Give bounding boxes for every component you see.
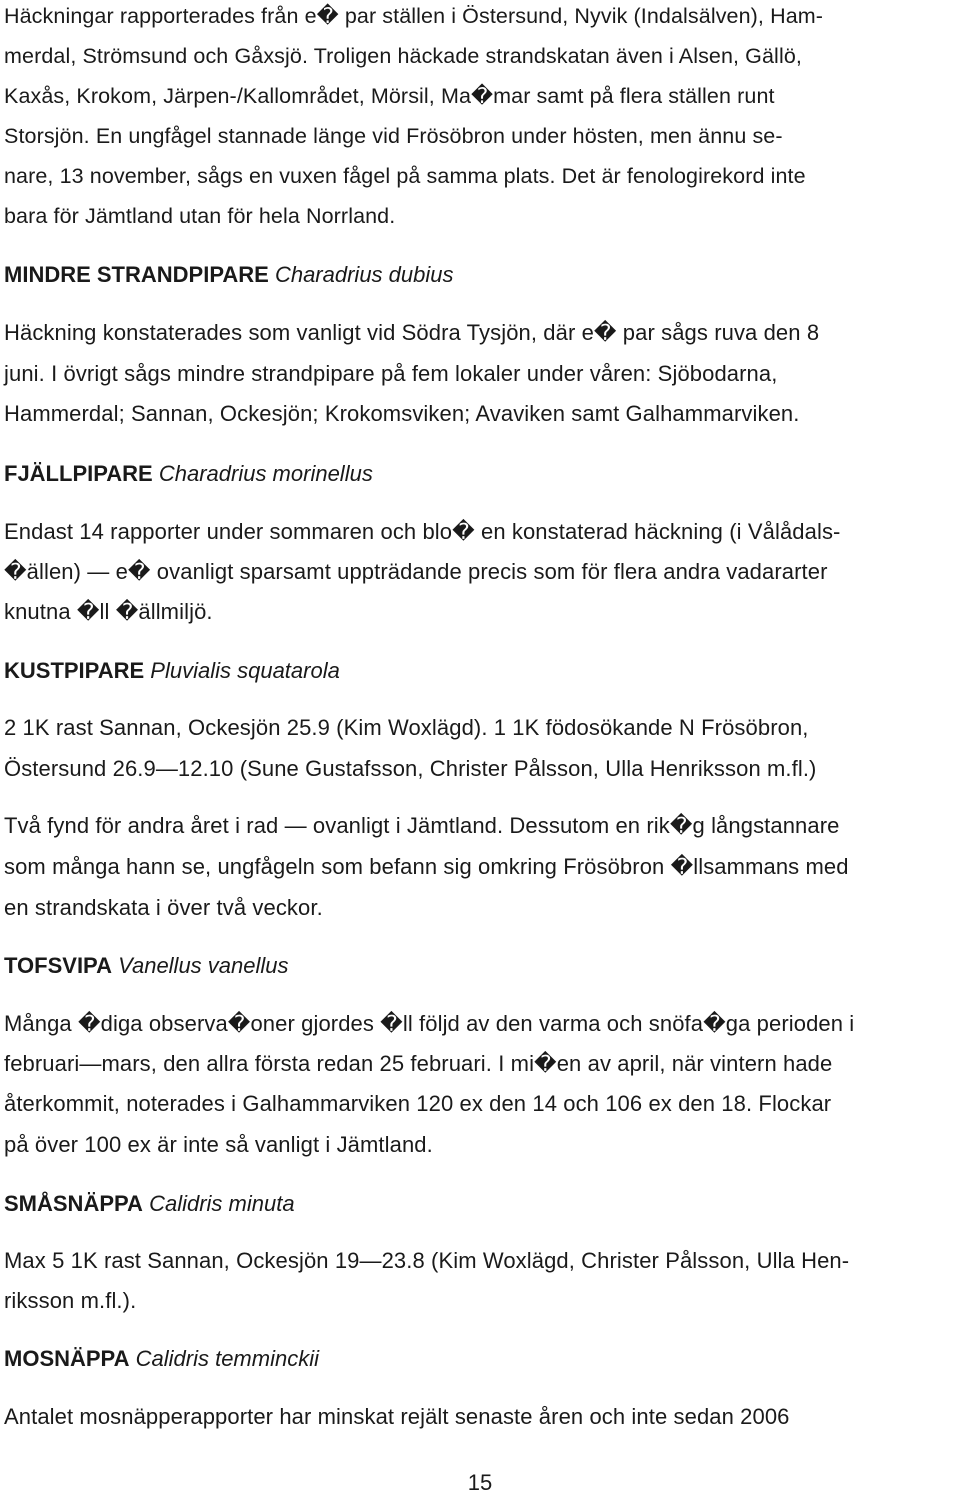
body-text-line: 2 1K rast Sannan, Ockesjön 25.9 (Kim Woxlägd). 1 1K födosökande N Frösöbron, <box>4 715 809 740</box>
species-latin-name: Charadrius morinellus <box>158 461 373 486</box>
species-name: MOSNÄPPA <box>4 1346 130 1371</box>
body-text-line: Endast 14 rapporter under sommaren och blo� en konstaterad häckning (i Vålådals- <box>4 519 841 544</box>
species-name: TOFSVIPA <box>4 953 112 978</box>
species-name: MINDRE STRANDPIPARE <box>4 262 269 287</box>
body-text-line: �ällen) — e� ovanligt sparsamt uppträdande precis som för flera andra vadararter <box>4 559 828 584</box>
species-latin-name: Calidris minuta <box>149 1191 295 1216</box>
species-latin-name: Calidris temminckii <box>135 1346 319 1371</box>
body-text-line: bara för Jämtland utan för hela Norrland. <box>4 204 396 228</box>
body-text-line: riksson m.fl.). <box>4 1288 137 1313</box>
body-text-line: merdal, Strömsund och Gåxsjö. Troligen häckade strandskatan även i Alsen, Gällö, <box>4 44 802 68</box>
species-name: SMÅSNÄPPA <box>4 1191 143 1216</box>
body-text-line: en strandskata i över två veckor. <box>4 895 323 920</box>
body-text-line: Två fynd för andra året i rad — ovanligt i Jämtland. Dessutom en rik�g långstannare <box>4 813 840 838</box>
species-heading <box>4 656 340 686</box>
body-text-line: Många �diga observa�oner gjordes �ll följd av den varma och snöfa�ga perioden i <box>4 1011 855 1036</box>
species-latin-name: Pluvialis squatarola <box>150 658 340 683</box>
body-text-line: Max 5 1K rast Sannan, Ockesjön 19—23.8 (Kim Woxlägd, Christer Pålsson, Ulla Hen- <box>4 1248 850 1273</box>
species-heading <box>4 1344 319 1374</box>
species-latin-name: Vanellus vanellus <box>118 953 289 978</box>
species-heading <box>4 459 373 489</box>
body-text-line: knutna �ll �ällmiljö. <box>4 599 213 624</box>
body-text-line: som många hann se, ungfågeln som befann sig omkring Frösöbron �llsammans med <box>4 854 849 879</box>
body-text-line: Häckning konstaterades som vanligt vid Södra Tysjön, där e� par sågs ruva den 8 <box>4 320 820 345</box>
species-latin-name: Charadrius dubius <box>274 262 454 287</box>
body-text-line: Östersund 26.9—12.10 (Sune Gustafsson, Christer Pålsson, Ulla Henriksson m.fl.) <box>4 756 817 781</box>
body-text-line: Kaxås, Krokom, Järpen-/Kallområdet, Mörsil, Ma�mar samt på flera ställen runt <box>4 84 775 108</box>
body-text-line: Antalet mosnäpperapporter har minskat rejält senaste åren och inte sedan 2006 <box>4 1404 790 1429</box>
species-heading <box>4 1189 295 1219</box>
body-text-line: på över 100 ex är inte så vanligt i Jämtland. <box>4 1132 433 1157</box>
species-name: FJÄLLPIPARE <box>4 461 153 486</box>
body-text-line: Hammerdal; Sannan, Ockesjön; Krokomsviken; Avaviken samt Galhammarviken. <box>4 401 800 426</box>
species-heading <box>4 951 289 981</box>
body-text-line: juni. I övrigt sågs mindre strandpipare på fem lokaler under våren: Sjöbodarna, <box>4 361 778 386</box>
body-text-line: återkommit, noterades i Galhammarviken 120 ex den 14 och 106 ex den 18. Flockar <box>4 1091 832 1116</box>
page-number: 15 <box>467 1470 493 1495</box>
species-heading <box>4 260 454 290</box>
body-text-line: nare, 13 november, sågs en vuxen fågel på samma plats. Det är fenologirekord inte <box>4 164 806 188</box>
body-text-line: februari—mars, den allra första redan 25 februari. I mi�en av april, när vintern hade <box>4 1051 833 1076</box>
body-text-line: Storsjön. En ungfågel stannade länge vid Frösöbron under hösten, men ännu se- <box>4 124 783 148</box>
body-text-line: Häckningar rapporterades från e� par ställen i Östersund, Nyvik (Indalsälven), Ham- <box>4 4 824 28</box>
species-name: KUSTPIPARE <box>4 658 145 683</box>
